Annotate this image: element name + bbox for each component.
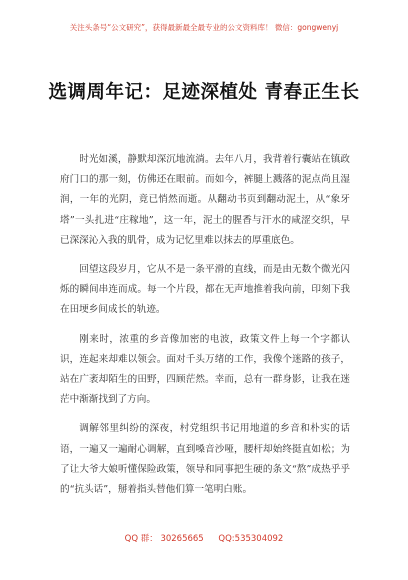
body-paragraph: 时光如溪，静默却深沉地流淌。去年八月，我背着行囊站在镇政府门口的那一刻，仿佛还在眼前。而如今，裤腿上溅落的泥点尚且湿润，一年的光阴，竟已悄然而逝。从翻动书页到翻动泥土，从“象牙塔”一头扎进“庄稼地”，这一年，泥土的腥香与汗水的咸涩交织，早已深深沁入我的肌骨，成为记忆里难以抹去的厚重底色。 (60, 154, 350, 246)
page-title: 选调周年记：足迹深植处 青春正生长 (48, 82, 360, 103)
body-paragraph: 刚来时，浓重的乡音像加密的电波，政策文件上每一个字都认识，连起来却难以领会。面对千头万绪的工作，我像个迷路的孩子，站在广袤却陌生的田野，四顾茫然。幸而，总有一群身影，让我在迷茫中渐渐找到了方向。 (60, 333, 350, 406)
document-body (60, 150, 350, 509)
footer-qq-number: QQ:535304092 (218, 534, 284, 544)
body-paragraph: 回望这段岁月，它从不是一条平滑的直线，而是由无数个微光闪烁的瞬间串连而成。每一个片段，都在无声地推着我向前，印刻下我在田埂乡间成长的轨迹。 (60, 264, 350, 316)
header-promo-note: 关注头条号“公文研究”，获得最新最全最专业的公文资料库！ 微信：gongwenyj (69, 23, 339, 32)
footer-contact (0, 532, 408, 544)
body-paragraph: 调解邻里纠纷的深夜，村党组织书记用地道的乡音和朴实的话语，一遍又一遍耐心调解，直到嗓音沙哑，腰杆却始终挺直如松；为了让大爷大娘听懂保险政策，领导和同事把生硬的条文“熬”成热乎乎的“抗头话”，掰着指头替他们算一笔明白账。 (60, 423, 350, 496)
footer-qq-group: QQ 群： 30265665 (124, 534, 204, 544)
